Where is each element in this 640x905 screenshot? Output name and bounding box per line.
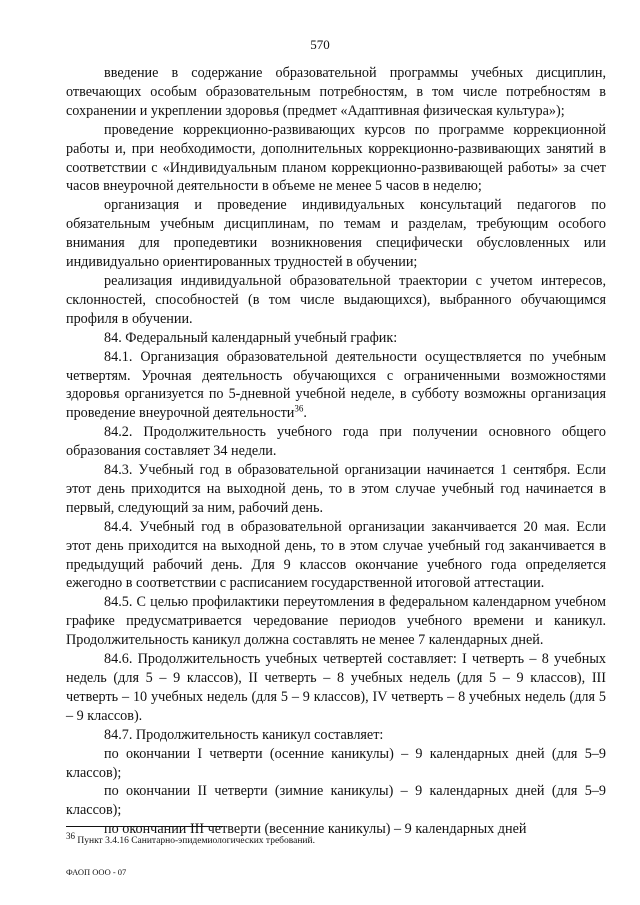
paragraph: 84.3. Учебный год в образовательной организации начинается 1 сентября. Если этот день приходится на выходной день, то в этом случае учебный год начинается в первый, следующий за ним, рабочий день.	[66, 462, 606, 516]
paragraph-end: .	[303, 405, 307, 422]
footnote-reference[interactable]: 36	[294, 403, 304, 414]
paragraph: введение в содержание образовательной программы учебных дисциплин, отвечающих особым образовательным потребностям, в том числе потребностям в сохранении и укреплении здоровья (предмет «Адаптивная физическая культура»);	[66, 65, 606, 119]
footnote-divider	[66, 826, 223, 827]
paragraph: 84.6. Продолжительность учебных четвертей составляет: I четверть – 8 учебных недель (для 5 – 9 классов), II четверть – 8 учебных недель (для 5 – 9 классов), III четверть – 10 учебных недель (для 5 – 9 классов), IV четверть – 8 учебных недель (для 5 – 9 классов).	[66, 651, 606, 724]
document-body	[66, 64, 606, 839]
paragraph: 84.4. Учебный год в образовательной организации заканчивается 20 мая. Если этот день приходится на выходной день, то в этом случае учебный год заканчивается в предыдущий рабочий день. Для 9 классов окончание учебного года определяется ежегодно в соответствии с расписанием государственной итоговой аттестации.	[66, 518, 606, 592]
paragraph-84-1	[66, 348, 606, 424]
paragraph: 84.5. С целью профилактики переутомления в федеральном календарном учебном графике предусматривается чередование периодов учебного времени и каникул. Продолжительность каникул должна составлять не менее 7 календарных дней.	[66, 594, 606, 649]
footer-code: ФАОП ООО - 07	[66, 867, 127, 877]
paragraph: по окончании I четверти (осенние каникулы) – 9 календарных дней (для 5–9 классов);	[66, 745, 606, 781]
paragraph: 84.7. Продолжительность каникул составляет:	[104, 726, 384, 743]
paragraph: организация и проведение индивидуальных консультаций педагогов по обязательным учебным дисциплинам, по темам и разделам, требующим особого внимания для пропедевтики возникновения специфически обусловленных или индивидуально ориентированных трудностей в обучении;	[66, 197, 606, 271]
paragraph: по окончании II четверти (зимние каникулы) – 9 календарных дней (для 5–9 классов);	[66, 783, 606, 819]
page-number: 570	[310, 37, 330, 52]
footnote-text: Пункт 3.4.16 Санитарно-эпидемиологических требований.	[77, 836, 315, 847]
paragraph: по окончании III четверти (весенние каникулы) – 9 календарных дней	[104, 821, 527, 838]
section-heading: 84. Федеральный календарный учебный график:	[104, 329, 398, 346]
footnote	[66, 831, 315, 847]
paragraph-text: 84.1. Организация образовательной деятельности осуществляется по учебным четвертям. Урочная деятельность обучающихся с ограниченными возможностями здоровья организуется по 5-дневной учебной неделе, в субботу возможны организация проведение внеурочной деятельности	[66, 348, 606, 422]
paragraph: реализация индивидуальной образовательной траектории с учетом интересов, склонностей, способностей (в том числе выдающихся), выбранного обучающимся профиля в обучении.	[66, 272, 606, 327]
footnote-mark: 36	[66, 831, 75, 841]
paragraph: 84.2. Продолжительность учебного года при получении основного общего образования составляет 34 недели.	[66, 424, 606, 460]
paragraph: проведение коррекционно-развивающих курсов по программе коррекционной работы и, при необходимости, дополнительных коррекционно-развивающих занятий в соответствии с «Индивидуальным планом коррекционно-развивающей работы» за счет часов внеурочной деятельности в объеме не менее 5 часов в неделю;	[66, 121, 606, 195]
